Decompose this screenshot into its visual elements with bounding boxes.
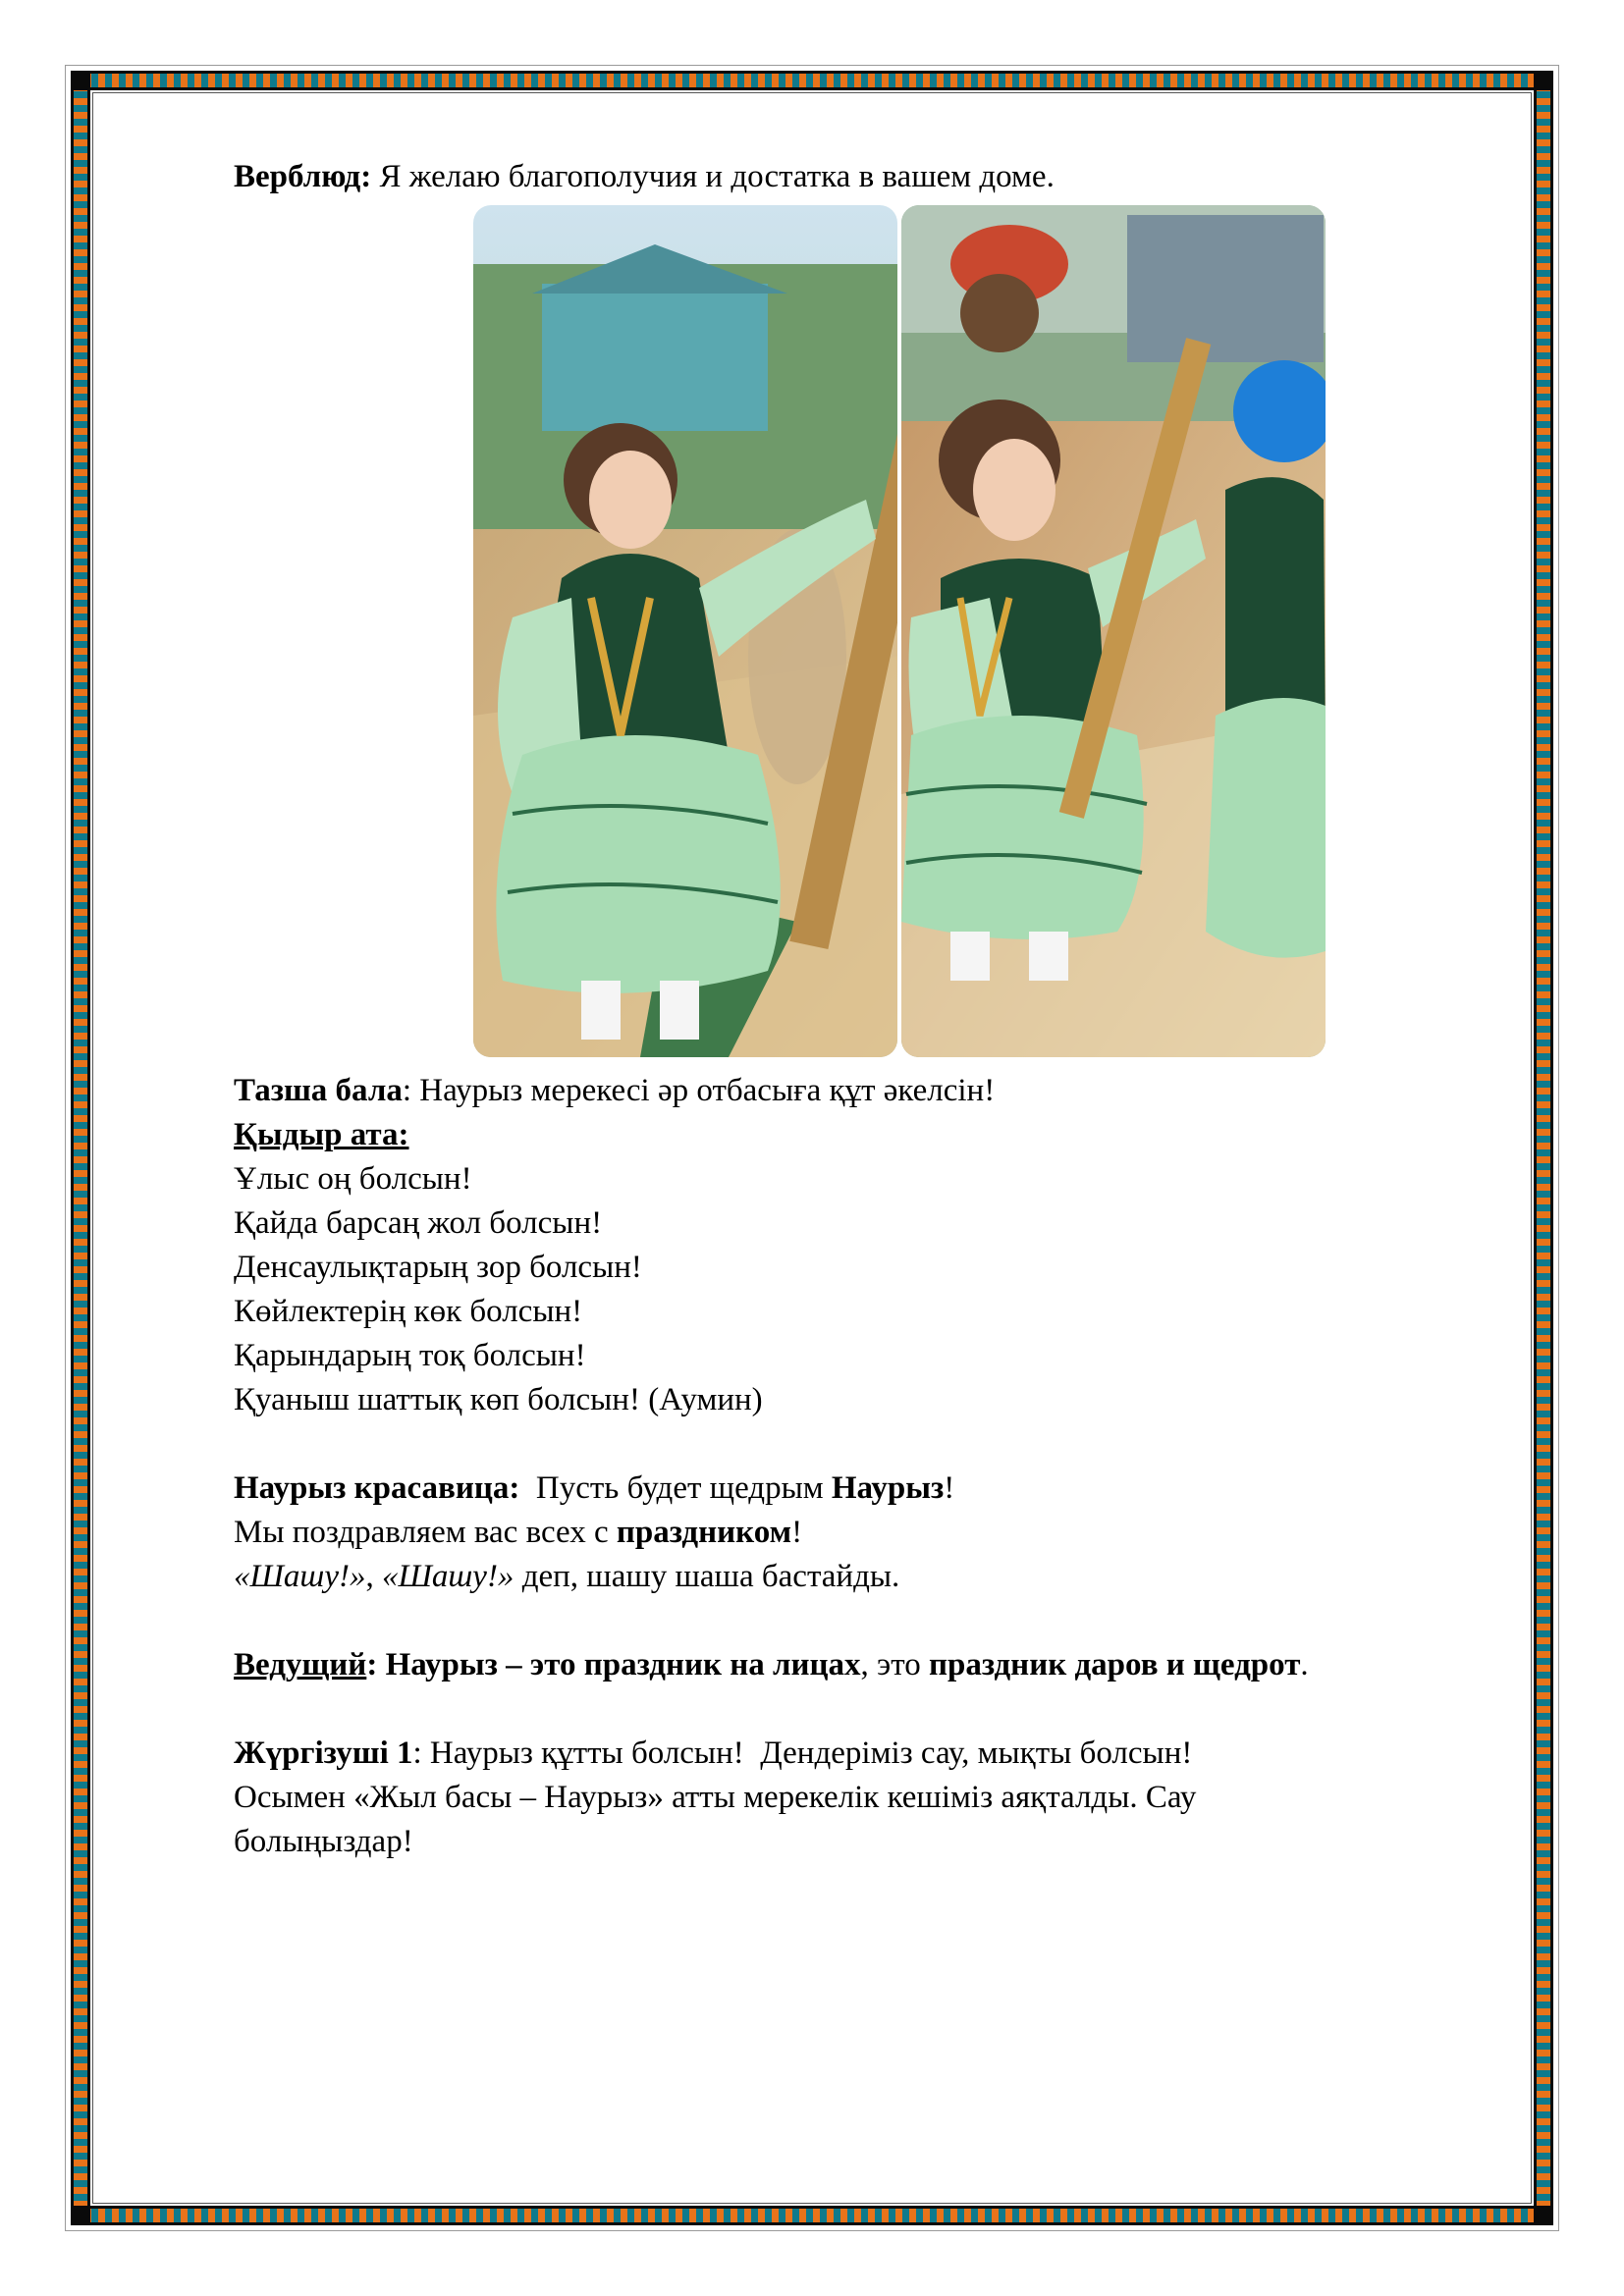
beauty-separator: , [365,1559,382,1594]
beauty-emphasis: праздником [616,1515,792,1550]
camel-speaker: Верблюд: [234,159,372,194]
ornamental-border-right [1534,71,1553,2225]
photo-collage [234,205,1530,1057]
beauty-speech: Мы поздравляем вас всех с [234,1515,617,1550]
ornamental-border-bottom [71,2206,1553,2225]
host-speaker: Ведущий [234,1647,367,1682]
presenter-speaker: Жүргізуші 1 [234,1735,413,1771]
presenter-paragraph [234,1732,1530,1776]
ornamental-border-left [71,71,90,2225]
host-punct: . [1300,1647,1309,1682]
closing-line: Осымен «Жыл басы – Наурыз» атты мерекелік кешіміз аяқталды. Сау [234,1780,1197,1815]
ornamental-border-top [71,71,1553,90]
beauty-punct: ! [791,1515,803,1550]
beauty-speaker: Наурыз красавица: [234,1470,520,1506]
host-speech: , это [860,1647,929,1682]
paragraph-spacer [234,1599,1530,1643]
document-body [234,155,1530,1864]
kydyr-line: Қуаныш шаттық көп болсын! (Аумин) [234,1382,763,1417]
kydyr-line: Көйлектерің көк болсын! [234,1294,583,1329]
border-corner [71,2206,90,2225]
kydyr-line: Қайда барсаң жол болсын! [234,1205,603,1241]
kydyr-line: Қарындарың тоқ болсын! [234,1338,586,1373]
photo-dancing-girl-left [473,205,897,1057]
presenter-speech: : Наурыз құтты болсын! Дендеріміз сау, мықты болсын! [412,1735,1193,1771]
beauty-paragraph-line-3 [234,1555,1530,1599]
camel-speech: Я желаю благополучия и достатка в вашем доме. [371,159,1055,194]
photo-dancing-girls-right [901,205,1326,1057]
kydyr-line: Ұлыс оң болсын! [234,1161,472,1197]
tazsha-speaker: Тазша бала [234,1073,403,1108]
kydyr-heading [234,1113,1530,1157]
border-corner [71,71,90,90]
shashu-exclamation: «Шашу!» [381,1559,514,1594]
paragraph-spacer [234,1422,1530,1467]
beauty-speech: Пусть будет щедрым [519,1470,832,1506]
closing-line: болыңыздар! [234,1824,413,1859]
kydyr-speaker: Қыдыр ата: [234,1117,409,1152]
host-colon: : [366,1647,378,1682]
camel-paragraph [234,155,1530,199]
shashu-exclamation: «Шашу!» [234,1559,366,1594]
paragraph-spacer [234,1687,1530,1732]
border-corner [1534,71,1553,90]
tazsha-speech: : Наурыз мерекесі әр отбасыға құт әкелсін! [402,1073,996,1108]
kydyr-line: Денсаулықтарың зор болсын! [234,1250,642,1285]
host-paragraph [234,1643,1530,1687]
beauty-paragraph-line-2 [234,1511,1530,1555]
beauty-speech: деп, шашу шаша бастайды. [514,1559,900,1594]
border-corner [1534,2206,1553,2225]
beauty-emphasis: Наурыз [831,1470,945,1506]
host-emphasis: Наурыз – это праздник на лицах [377,1647,861,1682]
host-emphasis: праздник даров и щедрот [928,1647,1301,1682]
beauty-punct: ! [944,1470,955,1506]
beauty-paragraph-line-1 [234,1467,1530,1511]
tazsha-paragraph [234,1069,1530,1113]
